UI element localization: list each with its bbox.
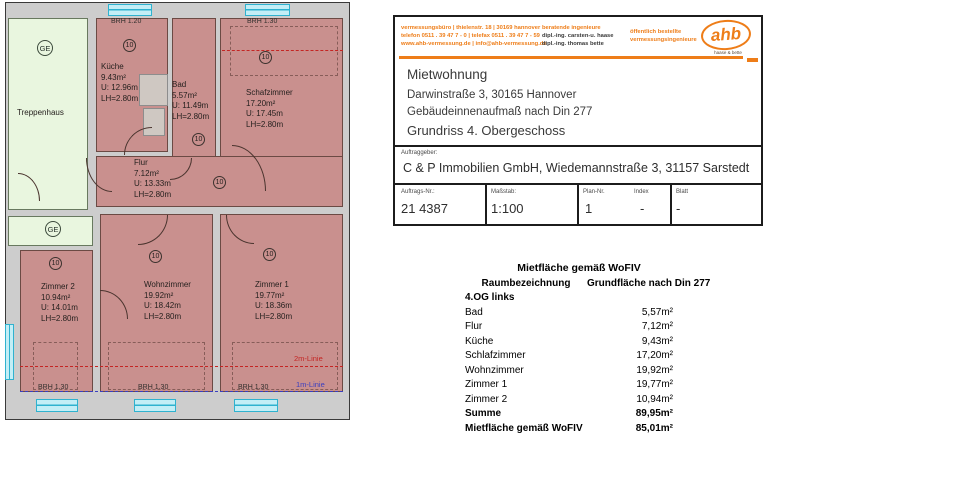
- project-address: Darwinstraße 3, 30165 Hannover: [407, 89, 577, 101]
- ahb-logo: [701, 20, 755, 55]
- cell-divider-1: [485, 184, 487, 224]
- orange-rule-dash: [747, 58, 758, 62]
- area-row: [465, 349, 693, 364]
- unit-badge-zimmer1: 10: [263, 248, 276, 261]
- room-perimeter: U: 18.36m: [255, 301, 292, 310]
- line-2m-label: 2m-Linie: [294, 354, 323, 363]
- unit-badge-schlafzimmer: 10: [259, 51, 272, 64]
- order-label: Auftrags-Nr.:: [401, 189, 435, 195]
- scale-label: Maßstab:: [491, 189, 517, 195]
- project-title: Mietwohnung: [407, 67, 488, 82]
- sheet-label: Blatt: [676, 189, 689, 195]
- area-row-label: Bad: [465, 306, 483, 318]
- room-height: LH=2.80m: [101, 93, 139, 103]
- line-2m-schlafzimmer: [222, 50, 343, 51]
- window-bottom-wohnzimmer: [134, 399, 176, 412]
- area-row-value: 89,95m²: [635, 408, 673, 419]
- area-table-header: [465, 276, 711, 291]
- window-bottom-zimmer1: [234, 399, 278, 412]
- engineers-heading: beratende ingenieure: [542, 25, 601, 31]
- client-value: C & P Immobilien GmbH, Wiedemannstraße 3, 31157 Sarstedt: [403, 161, 750, 175]
- line-2m: [20, 366, 343, 367]
- brh-top-right: BRH 1.30: [247, 18, 278, 25]
- label-flur: [134, 158, 171, 200]
- office-info: [401, 24, 547, 48]
- room-perimeter: U: 17.45m: [246, 109, 283, 118]
- area-table-title: Mietfläche gemäß WoFIV: [517, 262, 641, 274]
- certified-line2: vermessungsingenieure: [630, 37, 697, 43]
- area-row-value: 17,20m²: [636, 350, 673, 361]
- room-name: Schafzimmer: [246, 88, 293, 97]
- room-area: 17.20m²: [246, 98, 276, 108]
- engineers-info: [542, 24, 614, 48]
- area-row-label: Summe: [465, 408, 502, 419]
- office-line1: vermessungsbüro | thielenstr. 18 | 30169 hannover: [401, 25, 541, 31]
- room-area: 19.92m²: [144, 290, 174, 300]
- area-row-label: Mietfläche gemäß WoFIV: [465, 422, 583, 434]
- brh-bottom-1: BRH 1.30: [38, 384, 69, 391]
- area-row-value: 10,94m²: [636, 393, 673, 405]
- unit-badge-flur: 10: [213, 176, 226, 189]
- area-row-label: Küche: [465, 335, 494, 347]
- area-row: [465, 407, 693, 422]
- ahb-logo-subtext: haase & bette: [714, 50, 742, 55]
- brh-top-left: BRH 1.20: [111, 18, 142, 25]
- title-block: [393, 15, 763, 226]
- room-height: LH=2.80m: [41, 313, 79, 323]
- dashed-zone-schlafzimmer: [230, 26, 338, 76]
- area-row-value: 85,01m²: [635, 422, 673, 434]
- room-name: Zimmer 2: [41, 282, 75, 291]
- area-row: [465, 335, 693, 350]
- certified-line1: öffentlich bestellte: [630, 29, 682, 35]
- area-row-label: Zimmer 2: [465, 393, 508, 405]
- brh-bottom-2: BRH 1.30: [138, 384, 169, 391]
- room-perimeter: U: 14.01m: [41, 303, 78, 312]
- window-top-schlafzimmer: [245, 4, 290, 16]
- index-label: Index: [634, 189, 649, 195]
- room-name: Bad: [172, 80, 187, 89]
- room-name: Wohnzimmer: [144, 280, 191, 289]
- room-area: 7.12m²: [134, 168, 159, 178]
- orange-rule: [399, 56, 743, 59]
- engineer-name-2: dipl.-ing. thomas bette: [542, 41, 604, 47]
- area-row-label: Wohnzimmer: [465, 364, 524, 376]
- office-line2: telefon 0511 . 39 47 7 - 0 | telefax 0511 . 39 47 7 - 59: [401, 33, 540, 39]
- room-area: 5.57m²: [172, 90, 197, 100]
- label-wohnzimmer: [144, 280, 191, 322]
- area-row: [465, 393, 693, 408]
- area-row-value: 19,77m²: [636, 379, 673, 390]
- scale-value: 1:100: [491, 201, 524, 216]
- sheet-value: -: [676, 201, 681, 216]
- room-name: Zimmer 1: [255, 280, 289, 289]
- unit-badge-wohnzimmer: 10: [149, 250, 162, 263]
- unit-badge-kueche: 10: [123, 39, 136, 52]
- engineer-name-1: dipl.-ing. carsten-u. haase: [542, 33, 614, 39]
- ge-badge-treppenhaus: GE: [37, 40, 53, 56]
- room-perimeter: U: 11.49m: [172, 101, 209, 110]
- ahb-logo-oval: [700, 18, 752, 51]
- room-perimeter: U: 13.33m: [134, 179, 171, 188]
- shaft-box: [139, 74, 168, 106]
- client-label: Auftraggeber:: [401, 150, 438, 156]
- room-area: 9.43m²: [101, 72, 126, 82]
- room-perimeter: U: 18.42m: [144, 301, 181, 310]
- brh-bottom-3: BRH 1.30: [238, 384, 269, 391]
- ge-badge-corridor: GE: [45, 221, 61, 237]
- label-zimmer2: [41, 282, 78, 324]
- area-row-value: 19,92m²: [636, 364, 673, 376]
- window-bottom-zimmer2: [36, 399, 78, 412]
- label-treppenhaus: Treppenhaus: [17, 108, 64, 117]
- cell-divider-3: [670, 184, 672, 224]
- area-table-col2: Grundfläche nach Din 277: [587, 278, 711, 289]
- room-height: LH=2.80m: [255, 311, 293, 321]
- label-kueche: [101, 62, 138, 104]
- window-left-zimmer2: [5, 324, 14, 380]
- room-height: LH=2.80m: [144, 311, 182, 321]
- area-row-value: 5,57m²: [641, 306, 673, 318]
- area-row-label: Schlafzimmer: [465, 350, 526, 361]
- room-height: LH=2.80m: [246, 119, 284, 129]
- cell-divider-2: [577, 184, 579, 224]
- line-1m: [20, 391, 343, 392]
- room-perimeter: U: 12.96m: [101, 83, 138, 92]
- room-area: 19.77m²: [255, 290, 285, 300]
- area-row: [465, 378, 693, 393]
- area-row-label: Flur: [465, 321, 483, 332]
- room-name: Flur: [134, 158, 148, 167]
- plan-number-value: 1: [585, 201, 593, 216]
- area-row: [465, 320, 693, 335]
- room-height: LH=2.80m: [134, 189, 172, 199]
- window-top-kueche: [108, 4, 152, 16]
- line-1m-label: 1m-Linie: [296, 380, 325, 389]
- unit-badge-zimmer2: 10: [49, 257, 62, 270]
- area-table-rows: [465, 306, 693, 437]
- certified-info: [630, 28, 697, 44]
- area-row-label: Zimmer 1: [465, 379, 508, 390]
- office-line3: www.ahb-vermessung.de | info@ahb-vermessung.de: [401, 41, 547, 47]
- label-bad: [172, 80, 209, 122]
- area-row-value: 7,12m²: [641, 321, 673, 332]
- project-survey: Gebäudeinnenaufmaß nach Din 277: [407, 106, 593, 118]
- area-row-value: 9,43m²: [641, 335, 673, 347]
- order-value: 21 4387: [401, 201, 448, 216]
- label-schlafzimmer: [246, 88, 293, 130]
- divider-1: [395, 145, 761, 147]
- label-zimmer1: [255, 280, 292, 322]
- unit-badge-bad: 10: [192, 133, 205, 146]
- area-table-group: 4.OG links: [465, 292, 515, 303]
- room-area: 10.94m²: [41, 292, 71, 302]
- index-value: -: [640, 201, 645, 216]
- area-table: [465, 261, 711, 436]
- area-table-col1: Raumbezeichnung: [481, 278, 571, 289]
- room-name: Küche: [101, 62, 124, 71]
- area-row: [465, 422, 693, 437]
- ahb-logo-text: ahb: [710, 23, 742, 46]
- area-row: [465, 364, 693, 379]
- project-floor: Grundriss 4. Obergeschoss: [407, 123, 566, 138]
- plan-number-label: Plan-Nr.: [583, 189, 605, 195]
- area-row: [465, 306, 693, 321]
- room-height: LH=2.80m: [172, 111, 210, 121]
